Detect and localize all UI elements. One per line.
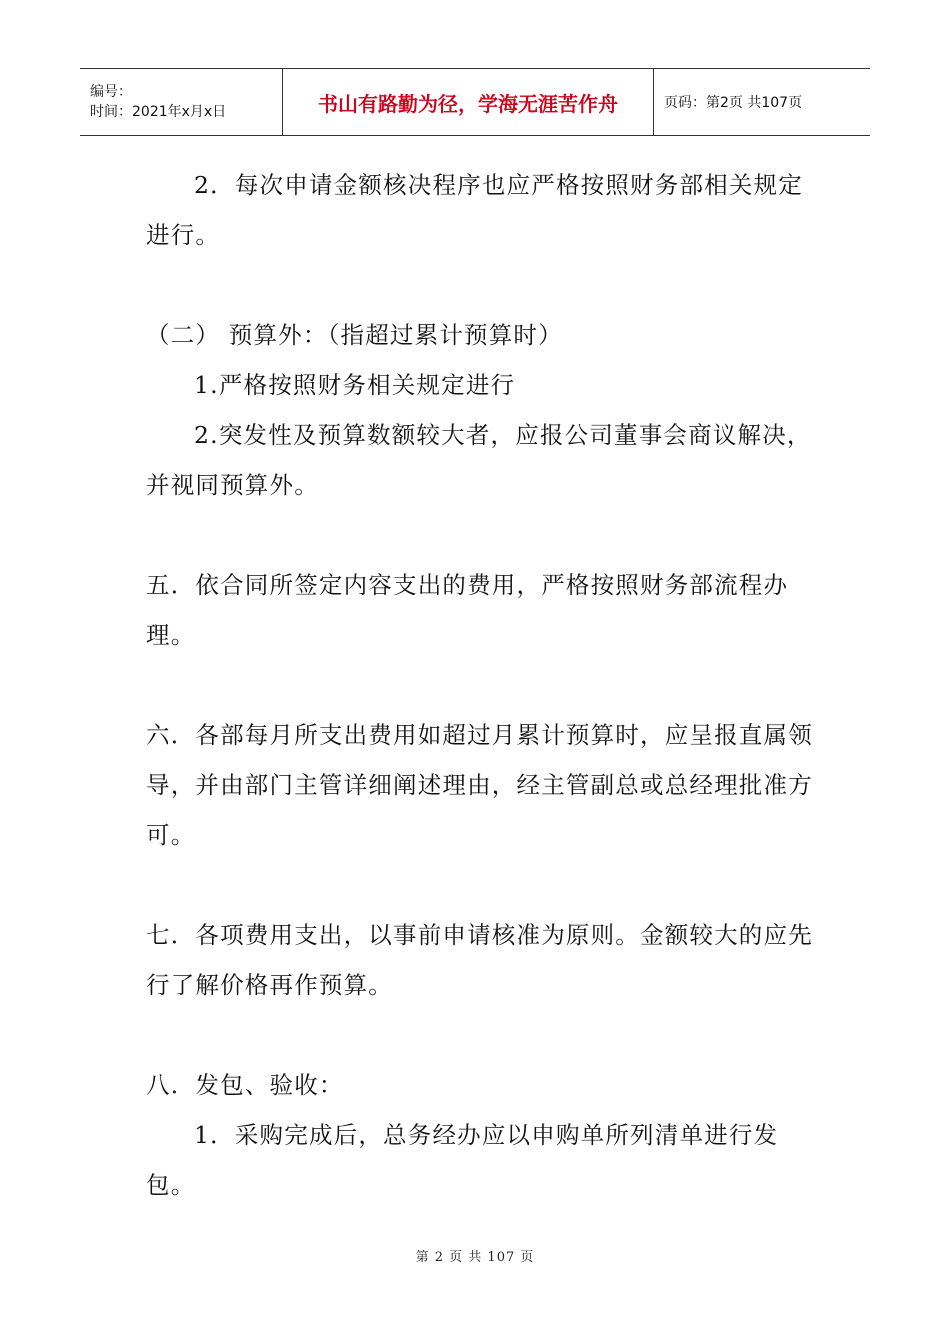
header-page-cell <box>654 69 802 135</box>
paragraph-monthly-overspend: 六．各部每月所支出费用如超过月累计预算时，应呈报直属领导，并由部门主管详细阐述理由，经主管副总或总经理批准方可。 <box>146 721 813 849</box>
header-motto: 书山有路勤为径，学海无涯苦作舟 <box>318 91 618 116</box>
header-motto-cell <box>282 69 654 135</box>
paragraph-procurement-contracting: 1．采购完成后，总务经办应以申购单所列清单进行发包。 <box>146 1121 779 1199</box>
document-date: 时间：2021年x月x日 <box>90 104 227 120</box>
header-left-cell <box>80 69 282 135</box>
section-heading-out-of-budget: （二） 预算外：（指超过累计预算时） <box>146 321 563 349</box>
page-header <box>80 68 870 136</box>
paragraph-approval-procedure: 2．每次申请金额核决程序也应严格按照财务部相关规定进行。 <box>146 171 803 249</box>
paragraph-prior-approval: 七．各项费用支出，以事前申请核准为原则。金额较大的应先行了解价格再作预算。 <box>146 921 813 999</box>
header-page-info: 页码：第2页 共107页 <box>664 95 803 111</box>
paragraph-emergency-expenses: 2.突发性及预算数额较大者，应报公司董事会商议解决，并视同预算外。 <box>146 421 812 499</box>
document-number-label: 编号： <box>90 84 132 100</box>
document-body <box>146 160 816 1210</box>
section-heading-contracting-acceptance: 八．发包、验收： <box>146 1071 344 1099</box>
page-footer: 第 2 页 共 107 页 <box>415 1250 535 1265</box>
paragraph-contract-expenses: 五．依合同所签定内容支出的费用，严格按照财务部流程办理。 <box>146 571 789 649</box>
paragraph-follow-regulations: 1.严格按照财务相关规定进行 <box>194 371 516 399</box>
